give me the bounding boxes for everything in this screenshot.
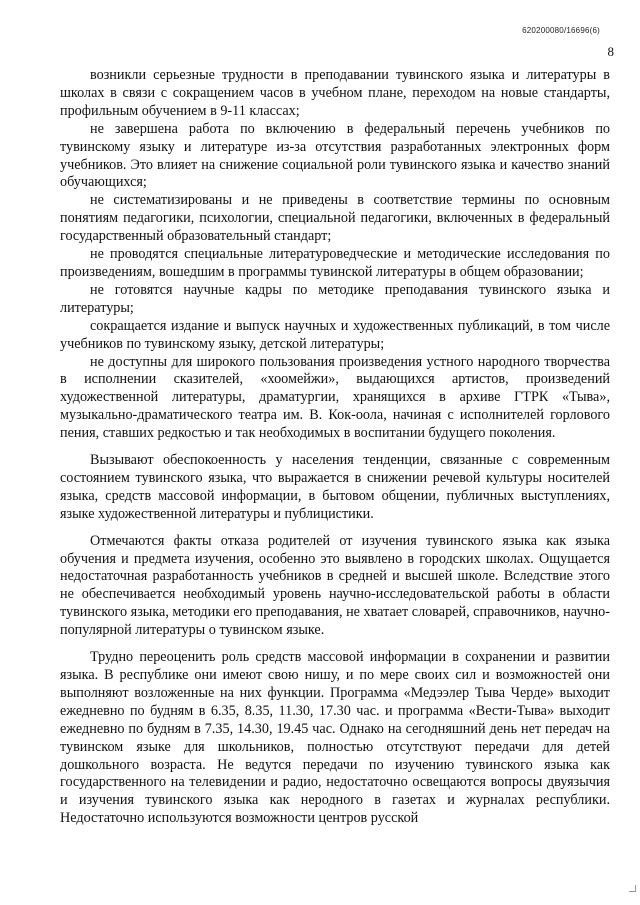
document-code: 620200080/16696(6) [522, 26, 600, 35]
paragraph: Отмечаются факты отказа родителей от изучения тувинского языка как языка обучения и предмета изучения, особенно это выявлено в городских школах. Ощущается недостаточная разработанность учебников в средней и высшей школе. Вследствие этого не обеспечивается необходимый уровень научно-исследовательской работы в области тувинского языка, методики его преподавания, не хватает словарей, справочников, научно-популярной литературы о тувинском языке. [60, 532, 610, 639]
paragraph: не систематизированы и не приведены в соответствие термины по основным понятиям педагогики, психологии, специальной педагогики, включенных в федеральный государственный образовательный стандарт; [60, 192, 610, 245]
paragraph: возникли серьезные трудности в преподавании тувинского языка и литературы в школах в связи с сокращением часов в учебном плане, переходом на новые стандарты, профильным обучением в 9-11 классах; [60, 67, 610, 119]
page-number: 8 [607, 44, 614, 59]
paragraph: не доступны для широкого пользования произведения устного народного творчества в исполнении сказителей, «хоомейжи», выдающихся артистов, произведений художественной литературы, драматургии, хранящихся в архиве ГТРК «Тыва», музыкально-драматического театра им. В. Кок-оола, начиная с исполнителей горлового пения, ставших редкостью и так необходимых в воспитании будущего поколения. [60, 353, 610, 442]
paragraph: Трудно переоценить роль средств массовой информации в сохранении и развитии языка. В республике они имеют свою нишу, и по мере своих сил и возможностей они выполняют возложенные на них функции. Программа «Медээлер Тыва Черде» выходит ежедневно по будням в 6.35, 8.35, 11.30, 17.30 час. и программа «Вести-Тыва» выходит ежедневно по будням в 7.35, 14.30, 19.45 час. Однако на сегодняшний день нет передач на тувинском языке для школьников, полностью отсутствуют передачи для детей дошкольного возраста. Не ведутся передачи по изучению тувинского языка как государственного на телевидении и радио, недостаточно освещаются вопросы двуязычия и изучения тувинского языка как неродного в газетах и журналах республики. Недостаточно используются возможности центров русской [60, 649, 610, 827]
scan-edge-mark [629, 885, 636, 892]
paragraph: не готовятся научные кадры по методике преподавания тувинского языка и литературы; [60, 281, 610, 316]
paragraph: сокращается издание и выпуск научных и художественных публикаций, в том числе учебников по тувинскому языку, детской литературы; [60, 317, 610, 352]
paragraph: не завершена работа по включению в федеральный перечень учебников по тувинскому языку и литературе из-за отсутствия разработанных электронных форм учебников. Это влияет на снижение социальной роли тувинского языка и качество знаний обучающихся; [60, 120, 610, 191]
paragraph: Вызывают обеспокоенность у населения тенденции, связанные с современным состоянием тувинского языка, что выражается в снижении речевой культуры носителей языка, средств массовой информации, в бытовом общении, публичных выступлениях, языке художественной литературы и публицистики. [60, 452, 610, 522]
body-text [60, 67, 610, 828]
paragraph: не проводятся специальные литературоведческие и методические исследования по произведениям, вошедшим в программы тувинской литературы в общем образовании; [60, 246, 610, 280]
